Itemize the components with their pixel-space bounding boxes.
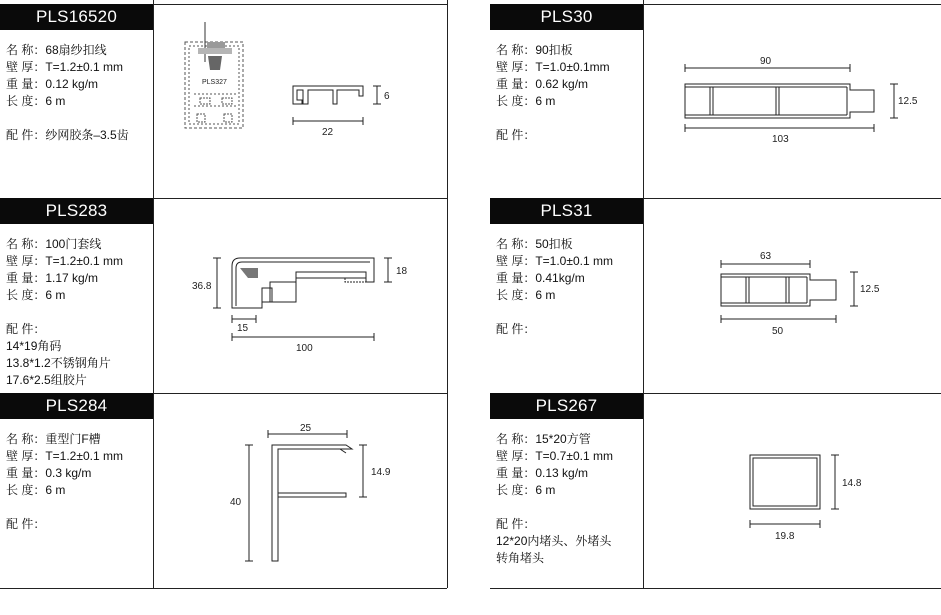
spec-parts-label: 配 件： — [6, 517, 46, 531]
grid-line-bottom-right — [490, 588, 941, 589]
profile-drawing — [0, 4, 447, 198]
product-card-pls267 — [490, 393, 941, 588]
product-card-pls31 — [490, 198, 941, 393]
spec-thickness: 壁 厚：T=1.2±0.1 mm — [6, 254, 123, 268]
product-code: PLS30 — [490, 4, 643, 30]
spec-weight: 重 量：0.62 kg/m — [496, 77, 589, 91]
profile-drawing — [490, 4, 941, 198]
spec-weight: 重 量：0.13 kg/m — [496, 466, 589, 480]
spec-thickness: 壁 厚：T=1.0±0.1 mm — [496, 254, 613, 268]
spec-thickness: 壁 厚：T=1.2±0.1 mm — [6, 449, 123, 463]
spec-thickness: 壁 厚：T=0.7±0.1 mm — [496, 449, 613, 463]
dimension-height-right: 18 — [396, 266, 408, 277]
dimension-height-left: 40 — [230, 497, 242, 508]
grid-divider-middle — [447, 0, 448, 588]
dimension-height-right: 14.9 — [371, 467, 391, 478]
spec-name: 名 称：重型门F槽 — [6, 432, 101, 446]
spec-weight: 重 量：0.3 kg/m — [6, 466, 92, 480]
spec-length: 长 度：6 m — [6, 288, 66, 302]
spec-thickness: 壁 厚：T=1.0±0.1mm — [496, 60, 610, 74]
dimension-height: 12.5 — [860, 284, 880, 295]
spec-weight: 重 量：0.41kg/m — [496, 271, 585, 285]
dimension-height: 6 — [384, 91, 390, 102]
spec-part: 13.8*1.2不锈钢角片 — [6, 356, 111, 370]
spec-parts-label: 配 件：纱网胶条–3.5齿 — [6, 128, 129, 142]
spec-name: 名 称：68扇纱扣线 — [6, 43, 107, 57]
dimension-width-bottom: 50 — [772, 326, 784, 337]
spec-name: 名 称：100门套线 — [6, 237, 102, 251]
dimension-height: 14.8 — [842, 478, 862, 489]
dimension-width: 25 — [300, 423, 312, 434]
spec-thickness: 壁 厚：T=1.2±0.1 mm — [6, 60, 123, 74]
spec-parts-label: 配 件： — [6, 322, 46, 336]
spec-length: 长 度：6 m — [496, 483, 556, 497]
dimension-width: 100 — [296, 343, 313, 354]
dimension-width-small: 15 — [237, 323, 249, 334]
product-card-pls284 — [0, 393, 447, 588]
spec-parts-label: 配 件： — [496, 322, 536, 336]
dimension-width: 22 — [322, 127, 334, 138]
spec-length: 长 度：6 m — [6, 483, 66, 497]
profile-drawing — [490, 393, 941, 588]
spec-part: 17.6*2.5组胶片 — [6, 373, 87, 387]
dimension-width: 19.8 — [775, 531, 795, 542]
product-code: PLS284 — [0, 393, 153, 419]
dimension-height-left: 36.8 — [192, 281, 212, 292]
spec-part: 12*20内堵头、外堵头 — [496, 534, 612, 548]
spec-name: 名 称：50扣板 — [496, 237, 573, 251]
product-code: PLS267 — [490, 393, 643, 419]
product-code: PLS283 — [0, 198, 153, 224]
profile-drawing — [490, 198, 941, 393]
spec-part: 转角堵头 — [496, 551, 545, 565]
spec-length: 长 度：6 m — [6, 94, 66, 108]
dimension-width-top: 63 — [760, 251, 772, 262]
spec-length: 长 度：6 m — [496, 288, 556, 302]
dimension-height: 12.5 — [898, 96, 918, 107]
spec-length: 长 度：6 m — [496, 94, 556, 108]
product-card-pls30 — [490, 4, 941, 198]
profile-drawing — [0, 198, 447, 393]
product-code: PLS16520 — [0, 4, 153, 30]
product-code: PLS31 — [490, 198, 643, 224]
dimension-width-top: 90 — [760, 56, 772, 67]
product-card-pls16520 — [0, 4, 447, 198]
spec-weight: 重 量：1.17 kg/m — [6, 271, 99, 285]
spec-part: 14*19角码 — [6, 339, 62, 353]
spec-parts-label: 配 件： — [496, 128, 536, 142]
spec-name: 名 称：15*20方管 — [496, 432, 591, 446]
spec-parts-label: 配 件： — [496, 517, 536, 531]
profile-drawing — [0, 393, 447, 588]
spec-weight: 重 量：0.12 kg/m — [6, 77, 99, 91]
spec-name: 名 称：90扣板 — [496, 43, 573, 57]
dimension-width-bottom: 103 — [772, 134, 789, 145]
inner-part-label: PLS327 — [202, 79, 227, 86]
product-card-pls283 — [0, 198, 447, 393]
grid-line-bottom — [0, 588, 447, 589]
